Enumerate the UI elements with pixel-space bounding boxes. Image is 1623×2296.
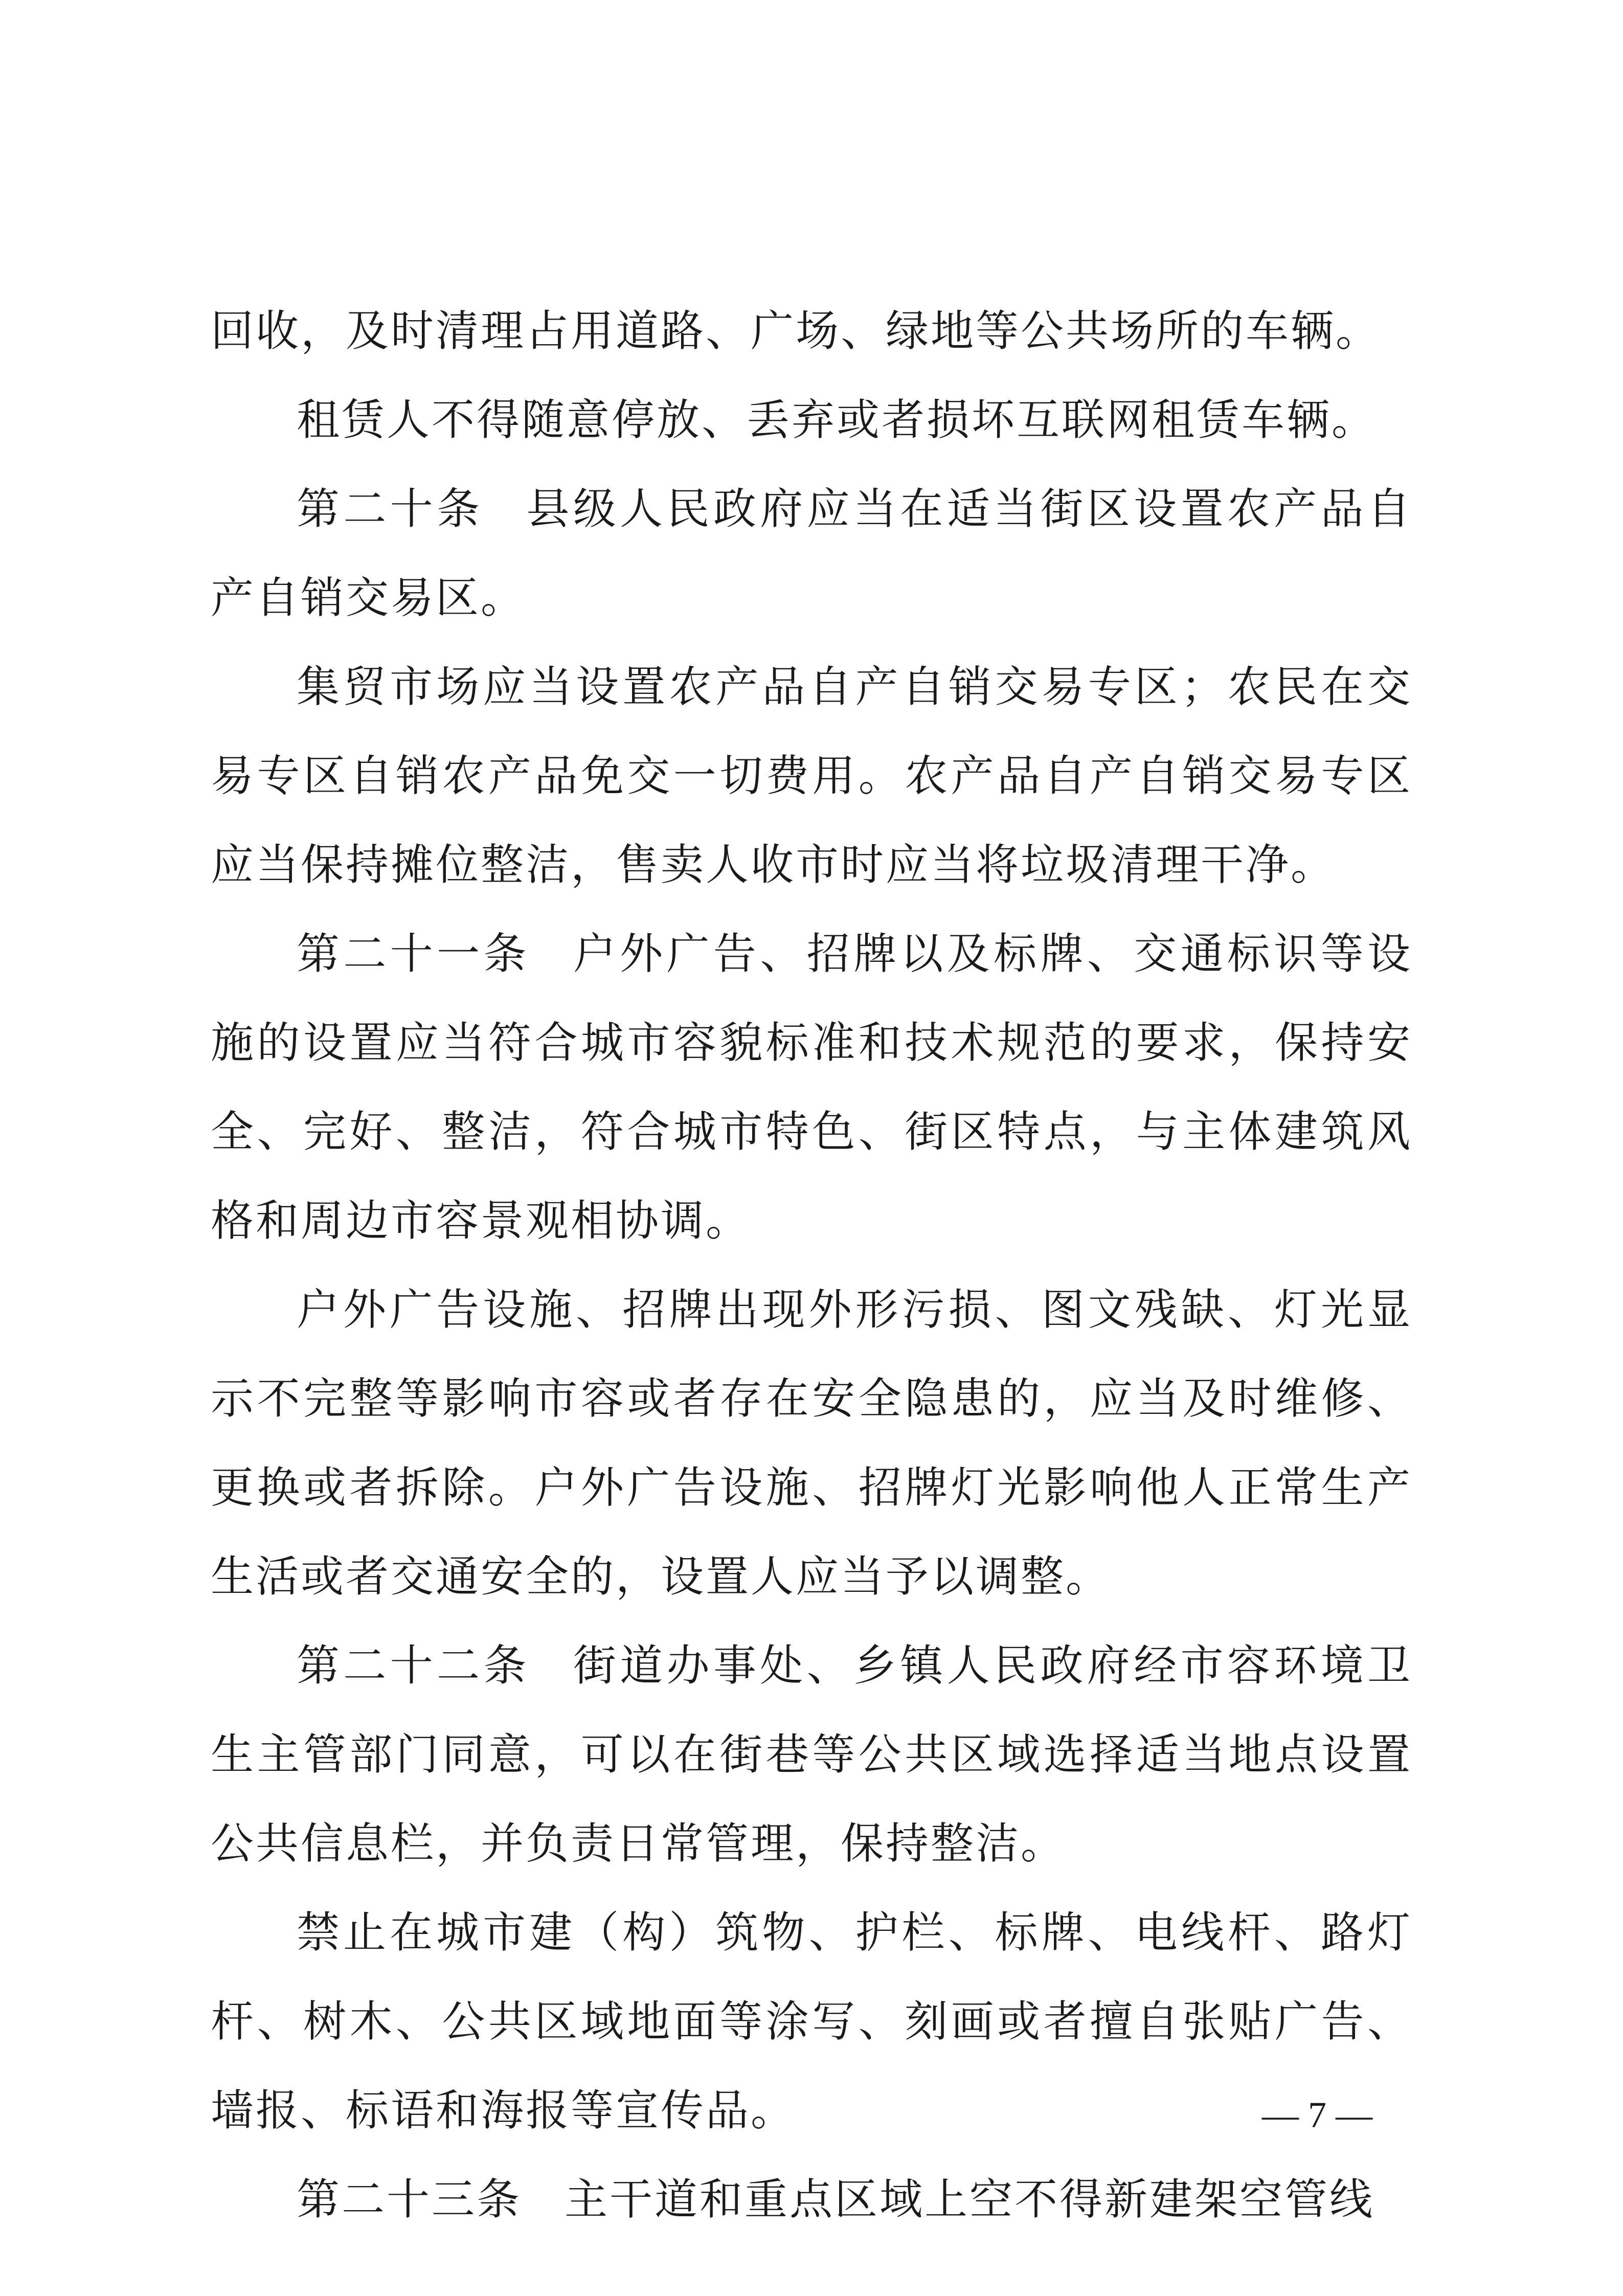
paragraph-text: 主干道和重点区域上空不得新建架空管线 bbox=[565, 2174, 1375, 2224]
paragraph-text: 禁止在城市建（构）筑物、护栏、标牌、电线杆、路灯杆、树木、公共区域地面等涂写、刻画或者擅自张贴广告、墙报、标语和海报等宣传品。 bbox=[211, 1907, 1412, 2135]
paragraph-text: 回收，及时清理占用道路、广场、绿地等公共场所的车辆。 bbox=[211, 306, 1381, 356]
article-paragraph bbox=[211, 2155, 1412, 2244]
paragraph-text: 户外广告设施、招牌出现外形污损、图文残缺、灯光显示不完整等影响市容或者存在安全隐患的，应当及时维修、更换或者拆除。户外广告设施、招牌灯光影响他人正常生产生活或者交通安全的，设置人应当予以调整。 bbox=[211, 1285, 1412, 1602]
paragraph bbox=[211, 1888, 1412, 2155]
article-paragraph bbox=[211, 1621, 1412, 1888]
paragraph-text: 租赁人不得随意停放、丢弃或者损坏互联网租赁车辆。 bbox=[297, 395, 1377, 445]
article-paragraph bbox=[211, 464, 1412, 642]
paragraph-text: 集贸市场应当设置农产品自产自销交易专区；农民在交易专区自销农产品免交一切费用。农产品自产自销交易专区应当保持摊位整洁，售卖人收市时应当将垃圾清理干净。 bbox=[211, 662, 1412, 890]
paragraph-text: 户外广告、招牌以及标牌、交通标识等设施的设置应当符合城市容貌标准和技术规范的要求，保持安全、完好、整洁，符合城市特色、街区特点，与主体建筑风格和周边市容景观相协调。 bbox=[211, 929, 1412, 1246]
article-number: 第二十三条 bbox=[297, 2174, 522, 2224]
article-number: 第二十一条 bbox=[297, 929, 530, 979]
article-paragraph bbox=[211, 909, 1412, 1265]
paragraph-text: 县级人民政府应当在适当街区设置农产品自产自销交易区。 bbox=[211, 484, 1412, 623]
body-text bbox=[211, 286, 1412, 2244]
paragraph bbox=[211, 1265, 1412, 1621]
paragraph bbox=[211, 375, 1412, 464]
article-number: 第二十条 bbox=[297, 484, 484, 534]
article-number: 第二十二条 bbox=[297, 1640, 530, 1691]
paragraph bbox=[211, 286, 1412, 375]
paragraph bbox=[211, 642, 1412, 909]
page-number: — 7 — bbox=[1262, 2095, 1372, 2135]
paragraph-text: 街道办事处、乡镇人民政府经市容环境卫生主管部门同意，可以在街巷等公共区域选择适当地点设置公共信息栏，并负责日常管理，保持整洁。 bbox=[211, 1640, 1412, 1869]
